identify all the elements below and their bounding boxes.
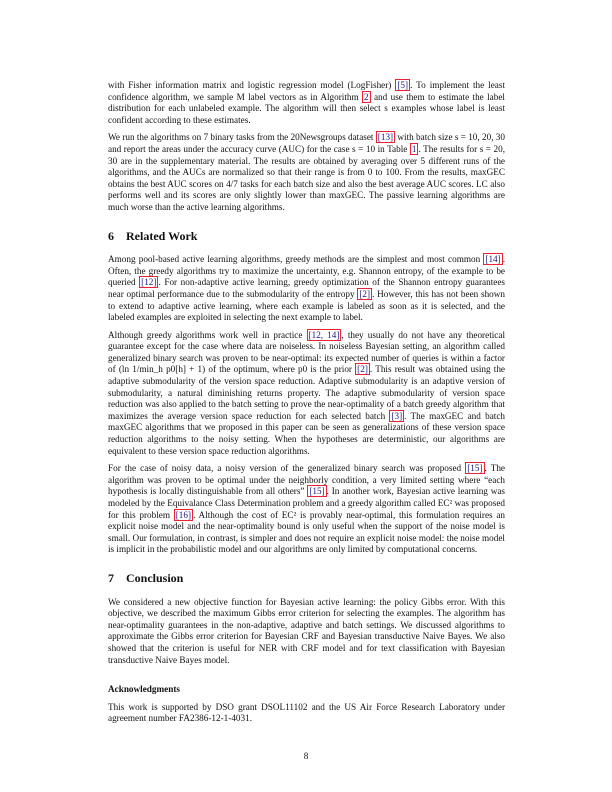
citation-link[interactable]: [5] xyxy=(397,80,409,90)
citation-link[interactable]: [14] xyxy=(485,254,501,265)
paragraph-experiments: We run the algorithms on 7 binary tasks from the 20Newsgroups dataset [13] with batch size s = 10, 20, 30 and report the areas under the accuracy curve (AUC) for the case s = 10 in Table 1 . The results for s = 20, 30 are in the supplementary material. The results are obtained by averaging over 5 different runs of the algorithms, and the AUCs are normalized so that their range is from 0 to 100. From the results, maxGEC obtains the best AUC scores on 4/7 tasks for each batch size and also the best average AUC scores. LC also performs well and its scores are only slightly lower than maxGEC. The passive learning algorithms are much worse than the active learning algorithms. xyxy=(108,132,505,212)
citation-link[interactable]: [16] xyxy=(175,509,192,520)
citation-link[interactable]: [3] xyxy=(391,410,403,421)
algorithm-link[interactable]: 2 xyxy=(364,91,369,102)
citation-link[interactable]: [15] xyxy=(467,463,483,474)
citation-link[interactable]: [13] xyxy=(377,132,394,143)
citation-link[interactable]: [2] xyxy=(357,364,368,375)
table-link[interactable]: 1 xyxy=(411,143,417,154)
acknowledgments-heading: Acknowledgments xyxy=(108,684,180,695)
paragraph-related-3: For the case of noisy data, a noisy version of the generalized binary search was proposed [15] . The algorithm was proven to be optimal under the neighborly condition, a very limited setting where “each hypothesis is locally distinguishable from all others” [15] . In another work, Bayesian active learning was modeled by the Equivalance Class Determination problem and a greedy algorithm called EC² was proposed for this problem [16] . Although the cost of EC² is provably near-optimal, this formulation requires an explicit noise model and the near-optimality bound is only useful when the support of the noise model is small. Our formulation, in contrast, is simpler and does not require an explicit noise model: the noise model is implicit in the probabilistic model and our algorithms are only limited by computational concerns. xyxy=(108,463,506,555)
paragraph-related-1: Among pool-based active learning algorithms, greedy methods are the simplest and most common [14] . Often, the greedy algorithms try to maximize the uncertainty, e.g. Shannon entropy, of the example to be queried [12] . For non-adaptive active learning, greedy optimization of the Shannon entropy guarantees near optimal performance due to the submodularity of the entropy [2] . However, this has not been shown to extend to adaptive active learning, where each example is labeled as soon as it is selected, and the labeled examples are exploited in selecting the next example to label. xyxy=(108,254,505,323)
paragraph-related-2: Although greedy algorithms work well in practice [12, 14] , they usually do not have any theoretical guarantee except for the case where data are noiseless. In noiseless Bayesian setting, an algorithm called generalized binary search was proven to be near-optimal: its expected number of queries is within a factor of (ln 1/min_h p0[h] + 1) of the optimum, where p0 is the prior [2] . This result was obtained using the adaptive submodularity of the version space reduction. Adaptive submodularity is an adaptive version of submodularity, a natural diminishing returns property. The adaptive submodularity of version space reduction was also applied to the batch setting to prove the near-optimality of a batch greedy algorithm that maximizes the average version space reduction for each selected batch [3] . The maxGEC and batch maxGEC algorithms that we proposed in this paper can be seen as generalizations of these version space reduction algorithms to the noisy setting. When the hypotheses are deterministic, our algorithms are equivalent to these version space reduction algorithms. xyxy=(108,329,506,456)
paragraph-conclusion: We considered a new objective function for Bayesian active learning: the policy Gibbs error. With this objective, we described the maximum Gibbs error criterion for selecting the examples. The algorithm has near-optimality guarantees in the non-adaptive, adaptive and batch settings. We discussed algorithms to approximate the Gibbs error criterion for Bayesian CRF and Bayesian transductive Naive Bayes. We also showed that the criterion is useful for NER with CRF model and for text classification with Bayesian transductive Naive Bayes model. xyxy=(108,596,505,665)
citation-link[interactable]: [15] xyxy=(309,486,325,497)
page-number: 8 xyxy=(303,751,309,761)
citation-link[interactable]: [12] xyxy=(141,277,157,288)
paragraph-acknowledgments: This work is supported by DSO grant DSOL11102 and the US Air Force Research Laboratory under agreement number FA2386-12-1-4031. xyxy=(108,701,505,724)
section-heading-conclusion: 7 Conclusion xyxy=(108,570,184,585)
text-column xyxy=(108,80,505,731)
citation-link[interactable]: [12, 14] xyxy=(308,329,340,340)
paragraph-logfisher: with Fisher information matrix and logistic regression model (LogFisher) [5] . To implement the least confidence algorithm, we sample M label vectors as in Algorithm 2 and use them to estimate the label distribution for each unlabeled example. The algorithm will then select s examples whose label is least confident according to these estimates. xyxy=(108,80,505,125)
section-heading-related-work: 6 Related Work xyxy=(108,228,198,243)
citation-link[interactable]: [2] xyxy=(359,288,371,299)
